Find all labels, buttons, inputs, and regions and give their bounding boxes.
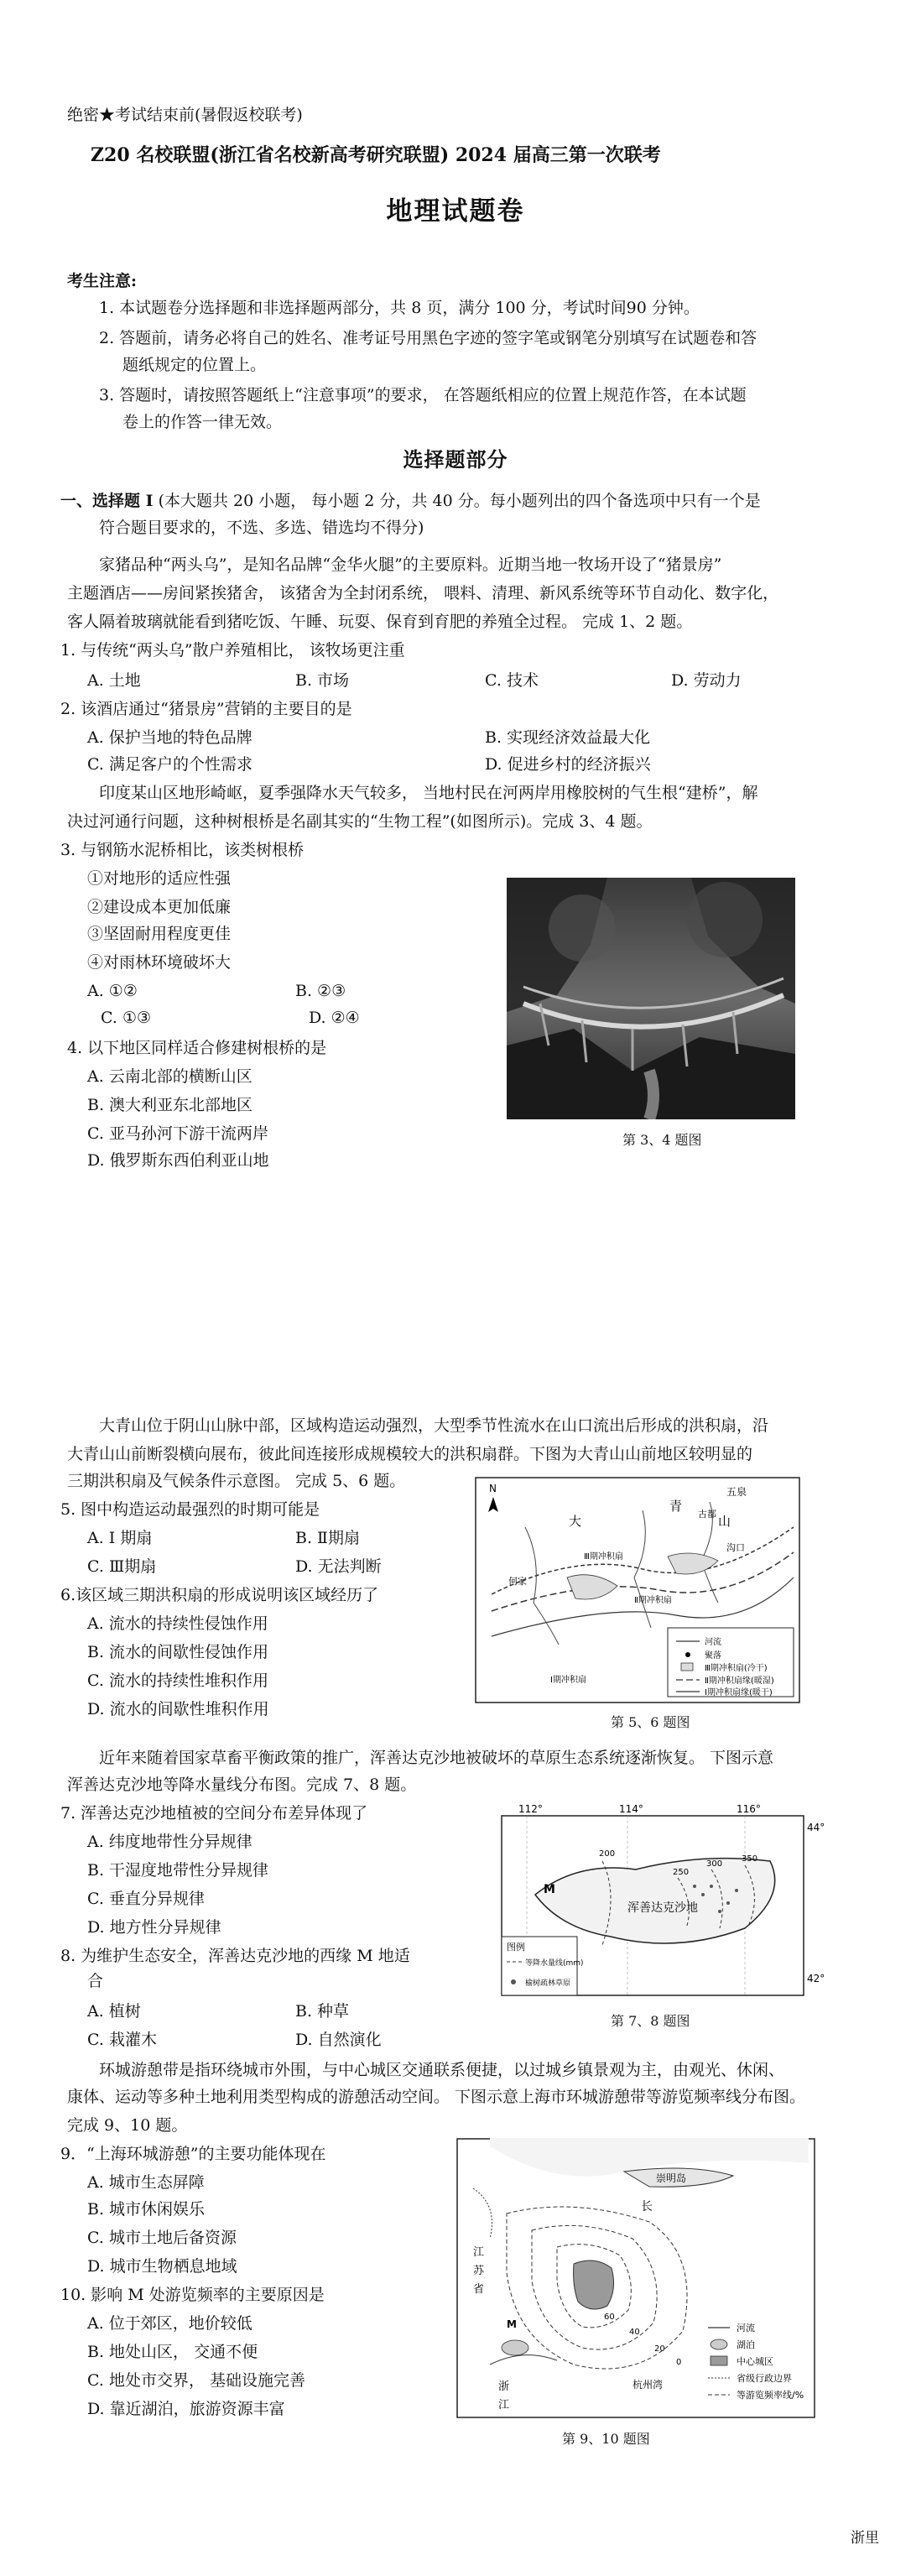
map-label-qing: 青	[669, 1499, 683, 1514]
legend-fan3: Ⅲ期冲积扇(冷干)	[705, 1664, 768, 1673]
q3-statement-4: ④对雨林环境破坏大	[87, 953, 232, 972]
q10-option-d: D. 靠近湖泊，旅游资源丰富	[87, 2400, 285, 2418]
q5-option-d: D. 无法判断	[295, 1557, 382, 1576]
passage-4-line-2: 浑善达克沙地等降水量线分布图。完成 7、8 题。	[67, 1776, 417, 1794]
q1-option-a: A. 土地	[87, 671, 141, 690]
legend-river: 河流	[705, 1638, 721, 1647]
passage-3-line-2: 大青山山前断裂横向展布，彼此间连接形成规模较大的洪积扇群。下图为大青山山前地区较明显的	[67, 1445, 753, 1463]
q9-option-c: C. 城市土地后备资源	[87, 2229, 237, 2247]
map-label-island: 崇明岛	[656, 2172, 687, 2184]
map-label-sand: 浑善达克沙地	[627, 1901, 698, 1915]
passage-1-line-2: 主题酒店——房间紧挨猪舍， 该猪舍为全封闭系统， 喂料、清理、新风系统等环节自动化、数字化，	[67, 584, 779, 602]
q9-stem: 9．“上海环城游憩”的主要功能体现在	[60, 2145, 326, 2163]
q10-option-c: C. 地处市交界， 基础设施完善	[87, 2371, 305, 2390]
q6-option-d: D. 流水的间歇性堆积作用	[87, 1700, 269, 1718]
q1-option-c: C. 技术	[485, 671, 539, 690]
alluvial-fan-map	[475, 1477, 800, 1703]
passage-5-line-2: 康体、运动等多种土地利用类型构成的游憩活动空间。 下图示意上海市环城游憩带等游览频率线分布图。	[67, 2088, 806, 2106]
part-header	[60, 490, 761, 512]
q2-stem: 2. 该酒店通过“猪景房”营销的主要目的是	[60, 700, 352, 718]
q7-option-b: B. 干湿度地带性分异规律	[87, 1861, 269, 1880]
legend-title: 图例	[507, 1942, 525, 1953]
q9-option-a: A. 城市生态屏障	[87, 2173, 205, 2192]
q8-option-a: A. 植树	[87, 2002, 141, 2021]
passage-3-line-1: 大青山位于阴山山脉中部，区域构造运动强烈，大型季节性流水在山口流出后形成的洪积扇，沿	[99, 1416, 769, 1435]
map-label-gudu: 古都	[698, 1509, 716, 1520]
map-label-chang: 长	[641, 2200, 653, 2214]
shanghai-recreation-map	[456, 2138, 815, 2418]
q6-option-b: B. 流水的间歇性侵蚀作用	[87, 1643, 269, 1661]
q10-option-a: A. 位于郊区，地价较低	[87, 2314, 252, 2333]
part-desc-2: 符合题目要求的，不选、多选、错选均不得分)	[99, 519, 424, 537]
part-desc: (本大题共 20 小题， 每小题 2 分，共 40 分。每小题列出的四个备选项中只有一个是	[158, 492, 761, 510]
lat-42: 42°	[807, 1973, 825, 1984]
secret-label: 绝密★考试结束前(暑假返校联考)	[67, 106, 303, 124]
legend-center: 中心城区	[737, 2356, 773, 2367]
map-label-sheng: 省	[473, 2283, 485, 2296]
map-label-jiang2: 江	[498, 2399, 510, 2412]
photo-caption: 第 3、4 题图	[622, 1132, 702, 1148]
q8-stem-2: 合	[87, 1972, 104, 1990]
passage-5-line-1: 环城游憩带是指环绕城市外围，与中心城区交通联系便捷，以过城乡镇景观为主，由观光、休闲、	[99, 2061, 785, 2079]
passage-4-line-1: 近年来随着国家草畜平衡政策的推广，浑善达克沙地被破坏的草原生态系统逐渐恢复。 下图示意	[99, 1749, 774, 1767]
shanghai-map-caption: 第 9、10 题图	[562, 2431, 650, 2447]
legend-isoline: 等游览频率线/%	[737, 2390, 804, 2401]
q10-option-b: B. 地处山区， 交通不便	[87, 2343, 258, 2361]
q4-option-b: B. 澳大利亚东北部地区	[87, 1096, 253, 1114]
map-label-hukou: 沟口	[726, 1542, 745, 1553]
iso-label-200: 200	[599, 1849, 616, 1859]
iso-label-300: 300	[706, 1859, 723, 1869]
q6-option-a: A. 流水的持续性侵蚀作用	[87, 1614, 268, 1633]
legend-fan2: Ⅱ期冲积扇缘(暖湿)	[705, 1676, 774, 1686]
legend-isohyet: 等降水量线(mm)	[525, 1959, 584, 1968]
root-bridge-photo	[507, 878, 795, 1119]
map-label-fan2: Ⅱ期冲积扇	[634, 1596, 672, 1605]
q5-option-a: A. Ⅰ 期扇	[87, 1529, 153, 1547]
north-label: N	[489, 1483, 497, 1494]
fan-map-caption: 第 5、6 题图	[611, 1714, 690, 1730]
precip-map-caption: 第 7、8 题图	[611, 2013, 690, 2029]
q4-stem: 4. 以下地区同样适合修建树根桥的是	[67, 1039, 327, 1057]
notice-heading: 考生注意:	[67, 272, 138, 290]
legend-fan1: Ⅰ期冲积扇缘(暖干)	[705, 1688, 773, 1697]
map-label-zhe: 浙	[498, 2380, 510, 2393]
legend-lake: 湖泊	[737, 2339, 755, 2350]
notice-item-3b: 卷上的作答一律无效。	[122, 413, 283, 431]
passage-2-line-2: 决过河通行问题，这种树根桥是名副其实的“生物工程”(如图所示)。完成 3、4 题。	[67, 812, 653, 831]
q7-option-a: A. 纬度地带性分异规律	[87, 1833, 252, 1851]
map-label-fan1: Ⅰ期冲积扇	[550, 1676, 586, 1685]
map-label-jiang: 江	[473, 2246, 485, 2259]
q8-stem: 8. 为维护生态安全，浑善达克沙地的西缘 M 地适	[60, 1947, 410, 1965]
map-label-wuquan: 五泉	[726, 1486, 747, 1498]
q8-option-c: C. 栽灌木	[87, 2031, 157, 2049]
q3-option-a: A. ①②	[87, 982, 138, 1000]
map-label-m: M	[544, 1883, 555, 1896]
q9-option-d: D. 城市生物栖息地域	[87, 2257, 237, 2276]
q4-option-d: D. 俄罗斯东西伯利亚山地	[87, 1151, 269, 1170]
passage-2-line-1: 印度某山区地形崎岖，夏季强降水天气较多， 当地村民在河两岸用橡胶树的气生根“建桥”，解	[99, 784, 758, 802]
q5-stem: 5. 图中构造运动最强烈的时期可能是	[60, 1500, 320, 1519]
iso-label-40: 40	[629, 2328, 640, 2337]
q1-option-b: B. 市场	[295, 671, 350, 690]
map-label-m: M	[507, 2318, 517, 2330]
lat-44: 44°	[807, 1822, 825, 1833]
map-label-da: 大	[569, 1514, 582, 1529]
q2-option-b: B. 实现经济效益最大化	[485, 728, 651, 747]
q3-statement-2: ②建设成本更加低廉	[87, 898, 232, 916]
map-label-fan3: Ⅲ期冲积扇	[584, 1552, 623, 1562]
part-label: 一、选择题 Ⅰ	[60, 492, 154, 510]
lon-114: 114°	[619, 1803, 643, 1815]
passage-3-line-3: 三期洪积扇及气候条件示意图。 完成 5、6 题。	[67, 1472, 406, 1490]
notice-item-2: 2. 答题前，请务必将自己的姓名、准考证号用黑色字迹的签字笔或钢笔分别填写在试题卷和答	[99, 329, 757, 347]
passage-1-line-1: 家猪品种“两头乌”，是知名品牌“金华火腿”的主要原料。近期当地一牧场开设了“猪景房”	[99, 555, 722, 574]
footer-corner: 浙里	[851, 2530, 879, 2547]
map-label-shan: 山	[718, 1514, 731, 1529]
q5-option-c: C. Ⅲ期扇	[87, 1557, 157, 1576]
legend-settlement: 聚落	[705, 1651, 721, 1661]
q2-option-d: D. 促进乡村的经济振兴	[485, 755, 651, 774]
iso-label-350: 350	[742, 1854, 758, 1864]
map-label-hejia: 何家	[508, 1576, 527, 1587]
notice-item-3: 3. 答题时，请按照答题纸上“注意事项”的要求， 在答题纸相应的位置上规范作答，在本试题	[99, 386, 747, 404]
q8-option-b: B. 种草	[295, 2002, 350, 2021]
q2-option-a: A. 保护当地的特色品牌	[87, 728, 252, 747]
iso-label-0: 0	[676, 2358, 682, 2367]
q3-option-c: C. ①③	[101, 1009, 152, 1027]
exam-title: Z20 名校联盟(浙江省名校新高考研究联盟) 2024 届高三第一次联考	[91, 144, 661, 166]
map-label-hangzhou-bay: 杭州湾	[632, 2379, 664, 2391]
q6-stem: 6.该区域三期洪积扇的形成说明该区域经历了	[60, 1586, 379, 1604]
iso-label-20: 20	[654, 2344, 665, 2354]
q1-stem: 1. 与传统“两头乌”散户养殖相比， 该牧场更注重	[60, 641, 405, 660]
map-label-su: 苏	[473, 2265, 485, 2277]
lon-112: 112°	[518, 1803, 543, 1815]
exam-subtitle: 地理试题卷	[386, 196, 525, 227]
legend-vegetation: 榆树疏林草原	[525, 1979, 571, 1988]
q9-option-b: B. 城市休闲娱乐	[87, 2200, 206, 2219]
q2-option-c: C. 满足客户的个性需求	[87, 755, 252, 774]
lon-116: 116°	[737, 1803, 761, 1815]
q8-option-d: D. 自然演化	[295, 2031, 382, 2049]
section-title: 选择题部分	[403, 447, 508, 472]
q3-stem: 3. 与钢筋水泥桥相比，该类树根桥	[60, 841, 305, 859]
iso-label-250: 250	[673, 1868, 690, 1877]
q4-option-a: A. 云南北部的横断山区	[87, 1067, 252, 1086]
passage-1-line-3: 客人隔着玻璃就能看到猪吃饭、午睡、玩耍、保育到育肥的养殖全过程。 完成 1、2 题。	[67, 613, 693, 631]
q7-option-d: D. 地方性分异规律	[87, 1918, 221, 1937]
q7-stem: 7. 浑善达克沙地植被的空间分布差异体现了	[60, 1804, 368, 1822]
precipitation-map	[493, 1802, 829, 2000]
q6-option-c: C. 流水的持续性堆积作用	[87, 1671, 268, 1690]
q3-statement-1: ①对地形的适应性强	[87, 869, 232, 888]
q4-option-c: C. 亚马孙河下游干流两岸	[87, 1124, 268, 1143]
q10-stem: 10. 影响 M 处游览频率的主要原因是	[60, 2286, 325, 2304]
legend-river: 河流	[737, 2323, 755, 2334]
legend-border: 省级行政边界	[737, 2373, 792, 2384]
q3-option-d: D. ②④	[309, 1009, 360, 1027]
q3-option-b: B. ②③	[295, 982, 346, 1000]
notice-item-1: 1. 本试题卷分选择题和非选择题两部分，共 8 页，满分 100 分，考试时间90 分钟。	[99, 299, 700, 317]
passage-5-line-3: 完成 9、10 题。	[67, 2116, 188, 2135]
notice-item-2b: 题纸规定的位置上。	[122, 356, 267, 374]
q3-statement-3: ③坚固耐用程度更佳	[87, 925, 232, 943]
iso-label-60: 60	[604, 2313, 615, 2322]
q1-option-d: D. 劳动力	[671, 671, 742, 690]
q7-option-c: C. 垂直分异规律	[87, 1890, 205, 1908]
q5-option-b: B. Ⅱ期扇	[295, 1529, 360, 1547]
